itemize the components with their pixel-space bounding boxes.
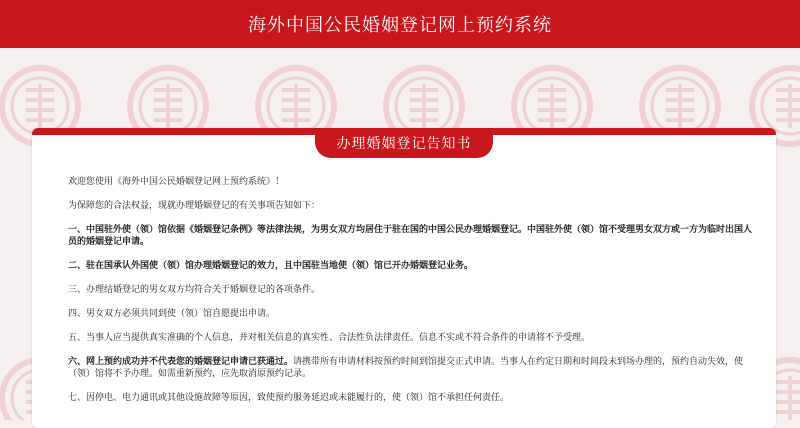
notice-item-6-rest: 请携带所有申请材料按预约时间到馆提交正式申请。当事人在约定日期和时间段未到场办理的，预约自动失效，使（领）馆将不予办理。如需重新预约，应先取消原预约记录。 <box>68 357 744 379</box>
notice-item-4: 四、男女双方必须共同到使（领）馆自愿提出申请。 <box>68 309 276 319</box>
notice-item-6 <box>68 356 758 380</box>
intro-text: 为保障您的合法权益，现就办理婚姻登记的有关事项告知如下： <box>68 201 321 211</box>
notice-item-1: 一、中国驻外使（领）馆依据《婚姻登记条例》等法律法规，为男女双方均居住于驻在国的中国公民办理婚姻登记。中国驻外使（领）馆不受理男女双方或一方为临时出国人员的婚姻登记申请。 <box>68 225 753 247</box>
notice-tab-title: 办理婚姻登记告知书 <box>336 136 472 152</box>
notice-content <box>68 176 758 416</box>
notice-item-3: 三、办理结婚登记的男女双方均符合关于婚姻登记的各项条件。 <box>68 285 321 295</box>
welcome-text: 欢迎您使用《海外中国公民婚姻登记网上预约系统》！ <box>68 177 285 187</box>
notice-card <box>32 128 776 428</box>
notice-item-6-bold: 六、网上预约成功并不代表您的婚姻登记申请已获通过。 <box>68 357 294 367</box>
notice-item-5: 五、当事人应当提供真实准确的个人信息，并对相关信息的真实性、合法性负法律责任。信息不实或不符合条件的申请将不予受理。 <box>68 333 591 343</box>
notice-tab <box>315 128 493 158</box>
app-title: 海外中国公民婚姻登记网上预约系统 <box>248 15 552 36</box>
notice-item-2: 二、驻在国承认外国使（领）馆办理婚姻登记的效力，且中国驻当地使（领）馆已开办婚姻登记业务。 <box>68 261 474 271</box>
notice-item-7: 七、因停电、电力通讯或其他设施故障等原因，致使预约服务延迟或未能履行的，使（领）馆不承担任何责任。 <box>68 393 510 403</box>
app-header <box>0 0 800 48</box>
